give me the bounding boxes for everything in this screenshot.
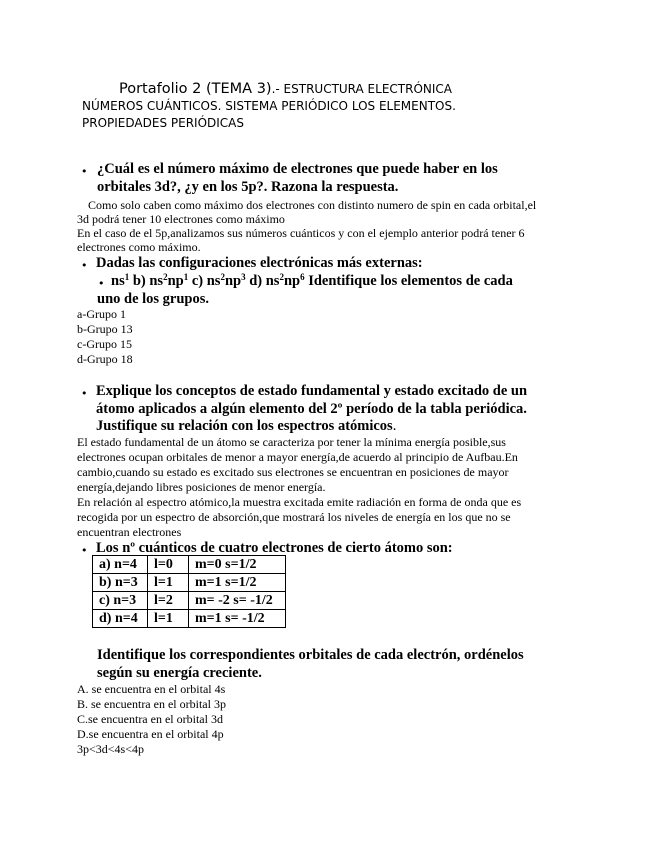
table-cell: b) n=3 [93, 574, 148, 592]
q2-configurations: $ns^1$ b) $ns^2np^1$ c) $ns^2np^3$ d) $ns^2np^6$ Identifique los elementos de cada [111, 272, 513, 289]
table-row [93, 610, 286, 628]
title-rest: .- ESTRUCTURA ELECTRÓNICA [271, 82, 452, 96]
q1-answer-line: electrones como máximo. [77, 240, 201, 254]
q3-line-3: Justifique su relación con los espectros atómicos. [96, 418, 397, 434]
table-cell: a) n=4 [93, 556, 148, 574]
table-cell: m= -2 s= -1/2 [189, 592, 286, 610]
table-row [93, 556, 286, 574]
title-line-2: NÚMEROS CUÁNTICOS. SISTEMA PERIÓDICO LOS ELEMENTOS. [82, 99, 456, 113]
title-main: Portafolio 2 (TEMA 3) [119, 81, 272, 97]
q3-answer-line: cambio,cuando su estado es excitado sus electrones se encuentran en posiciones de mayor [77, 465, 509, 479]
q3-line-2: átomo aplicados a algún elemento del 2º período de la tabla periódica. [96, 401, 527, 417]
page-title [119, 80, 452, 98]
q3-line-1: Explique los conceptos de estado fundamental y estado excitado de un [96, 383, 528, 399]
bullet-icon: • [81, 165, 88, 178]
table-cell: l=2 [148, 592, 189, 610]
q3-answer-line: electrones ocupan orbitales de menor a mayor energía,de acuerdo al principio de Aufbau.En [77, 450, 518, 464]
table-cell: l=1 [148, 610, 189, 628]
q2-answer: b-Grupo 13 [77, 322, 133, 336]
q3-answer-line: En relación al espectro atómico,la muestra excitada emite radiación en forma de onda que es [77, 495, 522, 509]
table-cell: m=0 s=1/2 [189, 556, 286, 574]
q2-answer: c-Grupo 15 [77, 337, 132, 351]
table-cell: m=1 s=1/2 [189, 574, 286, 592]
table-row [93, 592, 286, 610]
title-line-3: PROPIEDADES PERIÓDICAS [82, 116, 244, 130]
table-cell: l=0 [148, 556, 189, 574]
q2-heading: Dadas las configuraciones electrónicas más externas: [96, 255, 423, 271]
q4-answer: B. se encuentra en el orbital 3p [77, 697, 226, 711]
q2-answer: a-Grupo 1 [77, 307, 126, 321]
q4-answer: C.se encuentra en el orbital 3d [77, 712, 223, 726]
q3-answer-line: El estado fundamental de un átomo se caracteriza por tener la mínima energía posible,sus [77, 435, 506, 449]
table-cell: d) n=4 [93, 610, 148, 628]
q4-answer: A. se encuentra en el orbital 4s [77, 682, 226, 696]
q1-answer-line: Como solo caben como máximo dos electrones con distinto numero de spin en cada orbital,el [88, 198, 537, 212]
q3-answer-line: recogida por un espectro de absorción,que mostrará los niveles de energía en los que no se [77, 510, 511, 524]
bullet-icon: • [81, 387, 88, 400]
bullet-icon: • [98, 277, 105, 290]
bullet-icon: • [81, 544, 88, 557]
table-row [93, 574, 286, 592]
quantum-numbers-table [92, 555, 286, 628]
q4-answer: 3p<3d<4s<4p [77, 742, 144, 756]
bullet-icon: • [81, 259, 88, 272]
q4-instruction-2: según su energía creciente. [97, 665, 262, 681]
table-cell: l=1 [148, 574, 189, 592]
q2-line-2: uno de los grupos. [97, 291, 210, 307]
q3-answer-line: energía,dejando libres posiciones de menor energía. [77, 480, 326, 494]
table-cell: m=1 s= -1/2 [189, 610, 286, 628]
table-cell: c) n=3 [93, 592, 148, 610]
q1-answer-line: 3d podrá tener 10 electrones como máximo [77, 212, 285, 226]
q1-answer-line: En el caso de el 5p,analizamos sus números cuánticos y con el ejemplo anterior podrá tener 6 [77, 226, 525, 240]
q3-answer-line: encuentran electrones [77, 525, 182, 539]
q4-instruction-1: Identifique los correspondientes orbitales de cada electrón, ordénelos [97, 647, 524, 663]
q1-line-2: orbitales 3d?, ¿y en los 5p?. Razona la respuesta. [97, 179, 399, 195]
q1-line-1: ¿Cuál es el número máximo de electrones que puede haber en los [97, 161, 498, 177]
q2-answer: d-Grupo 18 [77, 352, 133, 366]
q4-heading: Los nº cuánticos de cuatro electrones de cierto átomo son: [96, 540, 453, 556]
q4-answer: D.se encuentra en el orbital 4p [77, 727, 224, 741]
